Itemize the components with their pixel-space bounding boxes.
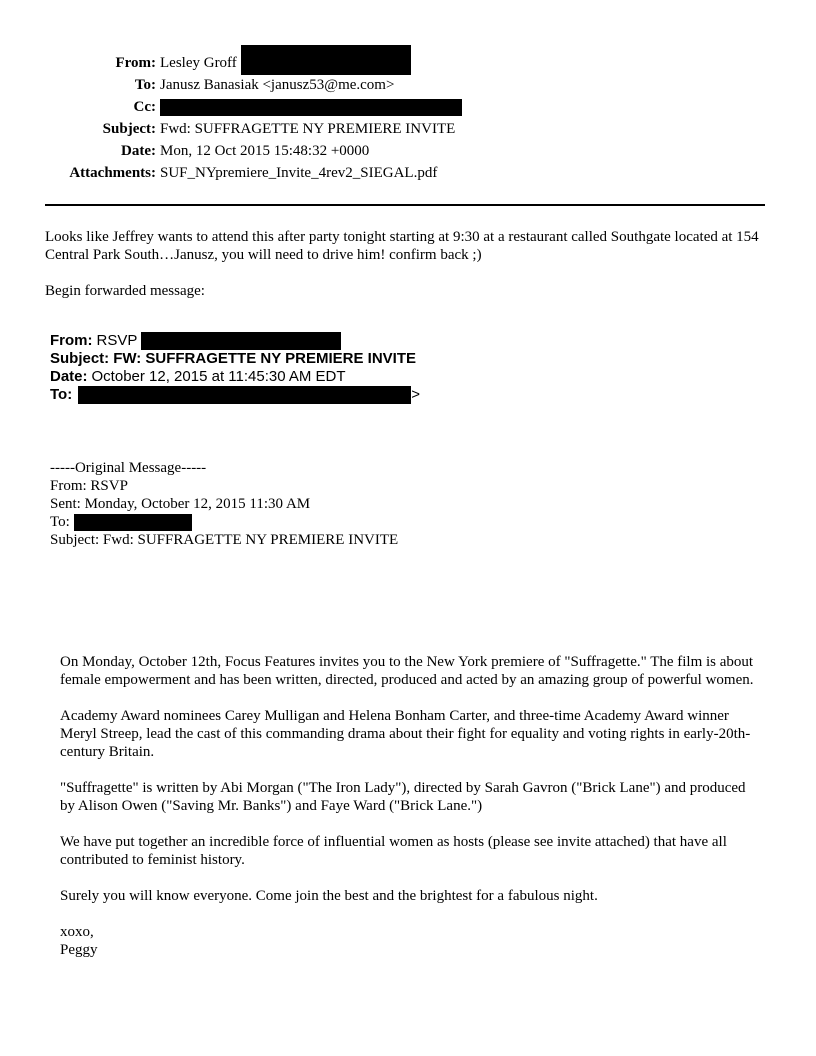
original-message-header [50,459,398,549]
signature: Peggy [60,942,98,958]
signoff: xoxo, [60,924,94,940]
fwd-from-value: RSVP [96,332,138,349]
orig-to-row [50,513,398,531]
header-date-row [0,140,816,162]
header-from-row [0,52,816,74]
fwd-date-value: October 12, 2015 at 11:45:30 AM EDT [91,368,346,385]
body-paragraph: Surely you will know everyone. Come join the best and the brightest for a fabulous night. [60,888,598,904]
body-paragraph: "Suffragette" is written by Abi Morgan ("The Iron Lady"), directed by Sarah Gavron ("Brick Lane") and produced by Alison Owen ("Saving Mr. Banks") and Faye Ward ("Brick Lane.") [60,780,746,814]
redaction-block [74,514,192,531]
fwd-subject-row [50,350,750,368]
fwd-date-label: Date: [50,368,88,385]
fwd-subject-label: Subject: [50,350,110,367]
fwd-from-label: From: [50,332,93,349]
header-from-label: From: [115,55,156,71]
header-subject-label: Subject: [102,121,156,137]
header-from-value: Lesley Groff [160,55,237,71]
orig-to-label: To: [50,514,70,530]
redaction-block [141,332,341,350]
fwd-date-row [50,368,750,386]
fwd-subject-value: FW: SUFFRAGETTE NY PREMIERE INVITE [113,350,416,367]
redaction-block [241,45,411,75]
intro-message: Looks like Jeffrey wants to attend this after party tonight starting at 9:30 at a restaurant called Southgate located at 154 Central Park South…Janusz, you will need to drive him! confirm back ;) [45,229,759,263]
header-to-label: To: [134,77,156,93]
fwd-to-suffix: > [411,386,420,403]
body-paragraph: On Monday, October 12th, Focus Features invites you to the New York premiere of "Suffragette." The film is about female empowerment and has been written, directed, produced and acted by an amazing group of powerful women. [60,654,754,688]
header-to-row [0,74,816,96]
header-divider [45,204,765,206]
attachment-link[interactable]: SUF_NYpremiere_Invite_4rev2_SIEGAL.pdf [160,165,438,181]
forward-note: Begin forwarded message: [45,283,205,299]
fwd-to-row [50,386,750,404]
header-date-label: Date: [121,143,156,159]
header-to-value: Janusz Banasiak <janusz53@me.com> [160,77,395,93]
invite-body [60,653,760,959]
fwd-to-label: To: [50,386,73,403]
body-paragraph: We have put together an incredible force of influential women as hosts (please see invite attached) that have all contributed to feminist history. [60,834,727,868]
body-paragraph: Academy Award nominees Carey Mulligan and Helena Bonham Carter, and three-time Academy Award winner Meryl Streep, lead the cast of this commanding drama about their fight for equality and voting rights in early-20th-century Britain. [60,708,751,760]
header-subject-value: Fwd: SUFFRAGETTE NY PREMIERE INVITE [160,121,456,137]
redaction-block [78,386,411,404]
header-attachments-label: Attachments: [69,165,156,181]
header-attachments-row [0,162,816,184]
orig-sent: Sent: Monday, October 12, 2015 11:30 AM [50,496,311,512]
orig-from: From: RSVP [50,478,128,494]
fwd-from-row [50,332,750,350]
forwarded-header [50,332,750,404]
header-subject-row [0,118,816,140]
redaction-block [160,99,462,116]
header-cc-label: Cc: [133,99,156,115]
orig-divider: -----Original Message----- [50,460,207,476]
email-header [0,52,816,184]
orig-subject: Subject: Fwd: SUFFRAGETTE NY PREMIERE INVITE [50,532,399,548]
header-cc-row [0,96,816,118]
header-date-value: Mon, 12 Oct 2015 15:48:32 +0000 [160,143,370,159]
